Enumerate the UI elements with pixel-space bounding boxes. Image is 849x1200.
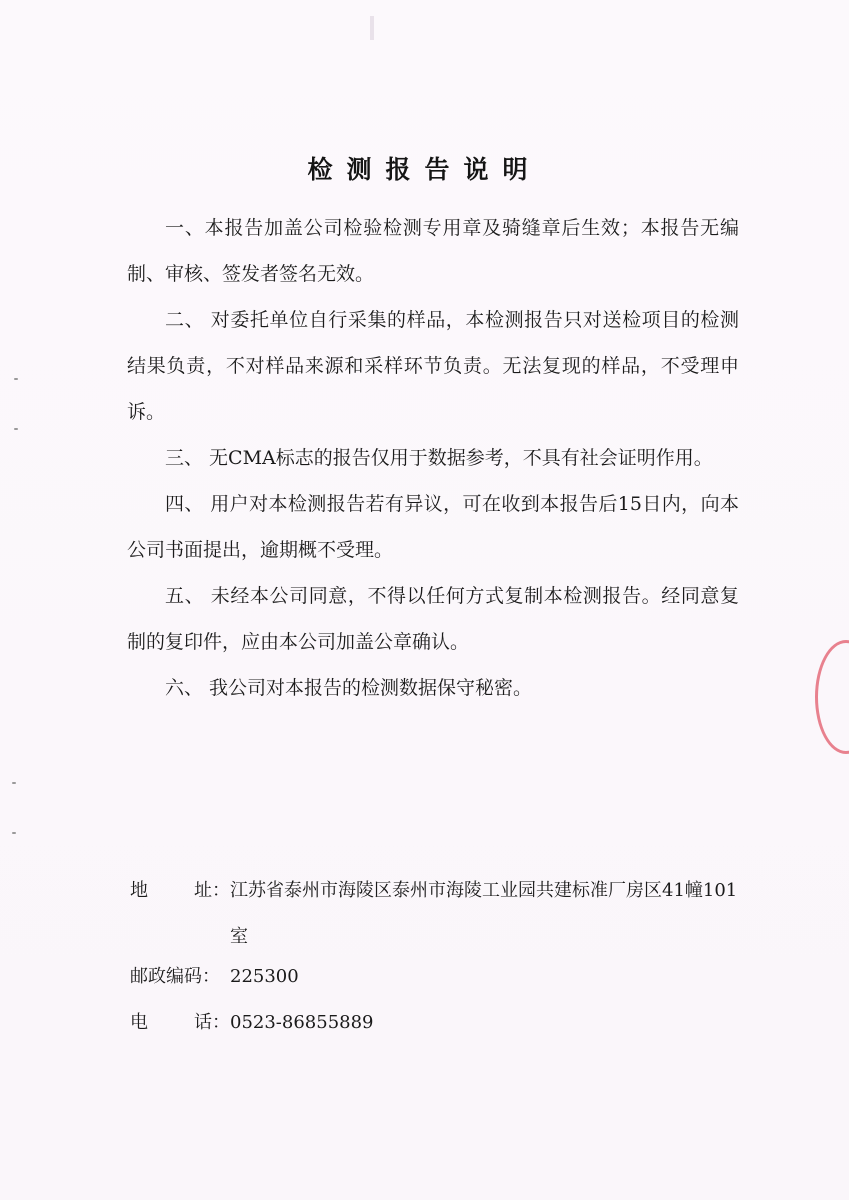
phone-label (130, 1006, 230, 1040)
clause-3: 三、 无CMA标志的报告仅用于数据参考，不具有社会证明作用。 (165, 447, 713, 469)
address-value: 江苏省泰州市海陵区泰州市海陵工业园共建标准厂房区41幢101室 (230, 880, 738, 947)
phone-label-part-1: 电 (130, 1012, 148, 1033)
clause-5: 五、 未经本公司同意，不得以任何方式复制本检测报告。经同意复制的复印件，应由本公司加盖公章确认。 (127, 585, 739, 653)
address-row (130, 868, 750, 960)
postcode-row (130, 960, 750, 1006)
clause-4: 四、 用户对本检测报告若有异议，可在收到本报告后15日内，向本公司书面提出，逾期概不受理。 (127, 493, 739, 561)
phone-row (130, 1006, 750, 1052)
scan-speck (12, 782, 16, 784)
address-label-part-2: 址： (194, 880, 230, 901)
address-label (130, 868, 230, 914)
address-label-part-1: 地 (130, 880, 148, 901)
scan-speck (12, 832, 16, 834)
clause-6: 六、 我公司对本报告的检测数据保守秘密。 (165, 677, 533, 699)
clause-list (127, 205, 739, 711)
scan-artifact (370, 16, 374, 40)
clause-1: 一、本报告加盖公司检验检测专用章及骑缝章后生效；本报告无编制、审核、签发者签名无效。 (127, 217, 739, 285)
scan-speck (14, 428, 18, 430)
seam-seal-stamp (815, 640, 849, 754)
clause-2: 二、 对委托单位自行采集的样品，本检测报告只对送检项目的检测结果负责，不对样品来源和采样环节负责。无法复现的样品，不受理申诉。 (127, 309, 739, 423)
contact-block (130, 874, 750, 1052)
phone-value: 0523-86855889 (230, 1012, 374, 1033)
scan-speck (14, 378, 18, 380)
postcode-label: 邮政编码： (130, 966, 220, 987)
phone-label-part-2: 话： (194, 1012, 230, 1033)
document-title: 检测报告说明 (307, 155, 542, 184)
postcode-value: 225300 (230, 966, 299, 987)
